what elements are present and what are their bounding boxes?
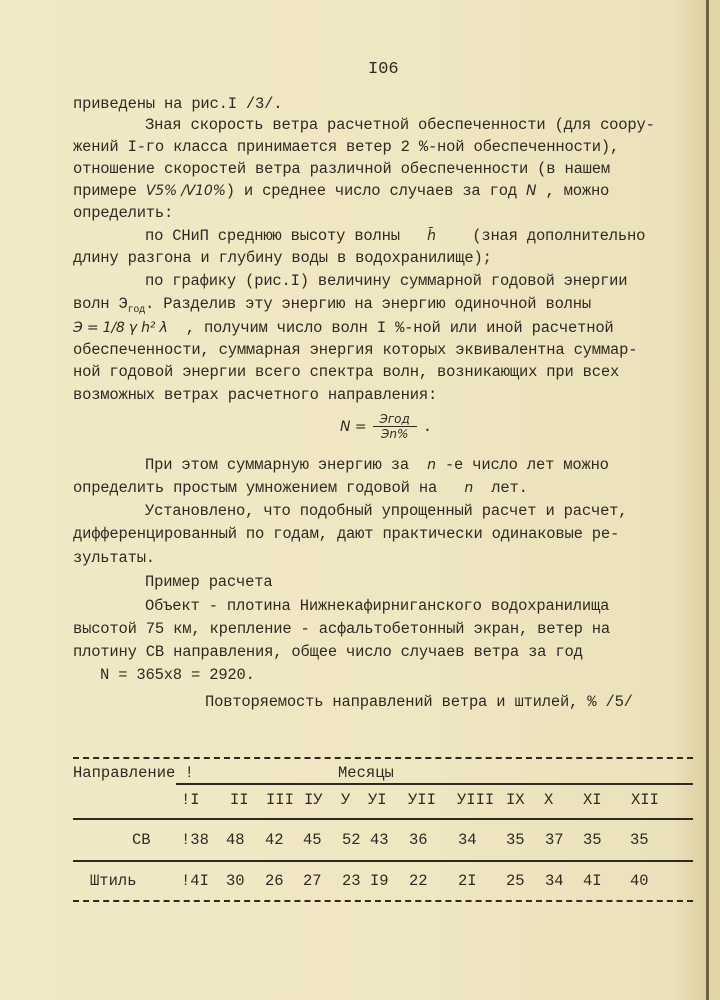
table-cell: I9: [370, 872, 389, 890]
text-span: . Разделив эту энергию на энергию одиночной волны: [145, 295, 591, 313]
text-line: N = 365x8 = 2920.: [100, 666, 255, 684]
text-span: волн Э: [73, 295, 128, 313]
month-header: УII: [408, 791, 436, 809]
fraction-numerator: Эгод: [379, 412, 410, 426]
month-header: УIII: [457, 791, 495, 809]
text-line: дифференцированный по годам, дают практически одинаковые ре-: [73, 525, 620, 543]
header-months: Месяцы: [338, 764, 394, 782]
month-header: III: [266, 791, 294, 809]
variable-h-mean: h̄: [427, 228, 436, 244]
table-cell: !38: [181, 831, 209, 849]
month-header: IУ: [304, 791, 323, 809]
equation-lhs: N =: [340, 418, 367, 435]
text-line: [73, 181, 609, 201]
variable-n: n: [427, 457, 436, 473]
table-cell: 26: [265, 872, 284, 890]
table-cell: 48: [226, 831, 245, 849]
text-span: примере: [73, 182, 137, 200]
header-direction: Направление !: [73, 764, 194, 782]
text-line: зультаты.: [73, 549, 155, 567]
table-cell: 34: [545, 872, 564, 890]
text-line: жений I-го класса принимается ветер 2 %-ной обеспеченности),: [73, 138, 620, 156]
fraction: [373, 412, 417, 441]
months-rule: [176, 783, 693, 785]
month-header: X: [544, 791, 554, 809]
text-line: [73, 318, 614, 338]
month-header: XI: [583, 791, 602, 809]
text-line: [145, 226, 645, 246]
equation-N: [340, 412, 432, 441]
table-cell: 25: [506, 872, 525, 890]
text-line: Зная скорость ветра расчетной обеспеченности (для соору-: [145, 116, 655, 134]
month-header: !I: [181, 791, 200, 809]
month-header: II: [230, 791, 249, 809]
text-line: [73, 294, 591, 321]
next-page-margin: [709, 0, 720, 1000]
text-line: Установлено, что подобный упрощенный расчет и расчет,: [145, 502, 628, 520]
text-line: Объект - плотина Нижнекафирниганского водохранилища: [145, 597, 610, 615]
text-line: определить:: [73, 204, 174, 222]
table-bottom-rule: [73, 900, 693, 902]
table-cell: !4I: [181, 872, 209, 890]
text-span: , получим число волн I %-ной или иной расчетной: [185, 319, 614, 337]
table-cell: 2I: [458, 872, 477, 890]
text-line: высотой 75 км, крепление - асфальтобетонный экран, ветер на: [73, 620, 610, 638]
text-span: , можно: [545, 182, 610, 200]
row-label: СВ: [132, 831, 151, 849]
table-cell: 35: [506, 831, 525, 849]
single-wave-energy-formula: Э = 1/8 γ h² λ: [73, 320, 168, 336]
table-cell: 45: [303, 831, 322, 849]
month-header: УI: [368, 791, 387, 809]
text-line: [145, 455, 609, 475]
variable-N: N: [526, 183, 537, 199]
subscript: год: [127, 305, 146, 316]
text-span: лет.: [491, 479, 528, 497]
table-cell: 42: [265, 831, 284, 849]
row-rule: [73, 860, 693, 862]
text-line: обеспеченности, суммарная энергия которых эквивалентна суммар-: [73, 341, 638, 359]
table-cell: 52: [342, 831, 361, 849]
text-line: длину разгона и глубину воды в водохранилище);: [73, 249, 492, 267]
table-cell: 30: [226, 872, 245, 890]
text-line: по графику (рис.I) величину суммарной годовой энергии: [145, 272, 628, 290]
table-cell: 22: [409, 872, 428, 890]
table-cell: 40: [630, 872, 649, 890]
text-line: отношение скоростей ветра различной обеспеченности (в нашем: [73, 160, 610, 178]
text-span: При этом суммарную энергию за: [145, 456, 409, 474]
table-cell: 27: [303, 872, 322, 890]
header-rule: [73, 818, 693, 820]
table-cell: 34: [458, 831, 477, 849]
fraction-denominator: Эn%: [380, 427, 409, 441]
text-span: определить простым умножением годовой на: [73, 479, 438, 497]
table-cell: 37: [545, 831, 564, 849]
table-cell: 4I: [583, 872, 602, 890]
month-header: У: [341, 791, 351, 809]
table-cell: 35: [583, 831, 602, 849]
table-cell: 36: [409, 831, 428, 849]
table-cell: 43: [370, 831, 389, 849]
text-span: (зная дополнительно: [472, 227, 646, 245]
text-span: по СНиП среднюю высоту волны: [145, 227, 400, 245]
equation-period: .: [422, 417, 433, 436]
table-top-rule: [73, 757, 693, 759]
row-label: Штиль: [90, 872, 137, 890]
text-line: приведены на рис.I /3/.: [73, 95, 283, 113]
section-heading: Пример расчета: [145, 573, 273, 591]
text-line: [73, 478, 528, 498]
text-line: ной годовой энергии всего спектра волн, возникающих при всех: [73, 363, 620, 381]
page-number: I06: [368, 60, 399, 79]
text-span: -е число лет можно: [444, 456, 609, 474]
text-line: возможных ветрах расчетного направления:: [73, 386, 438, 404]
variable-n: n: [464, 480, 474, 496]
text-line: плотину СВ направления, общее число случаев ветра за год: [73, 643, 583, 661]
table-cell: 23: [342, 872, 361, 890]
table-cell: 35: [630, 831, 649, 849]
month-header: IX: [506, 791, 525, 809]
velocity-ratio-formula: V5% /V10%: [145, 183, 226, 199]
text-span: ) и среднее число случаев за год: [225, 182, 517, 200]
month-header: XII: [631, 791, 659, 809]
table-title: Повторяемость направлений ветра и штилей, % /5/: [205, 693, 633, 711]
